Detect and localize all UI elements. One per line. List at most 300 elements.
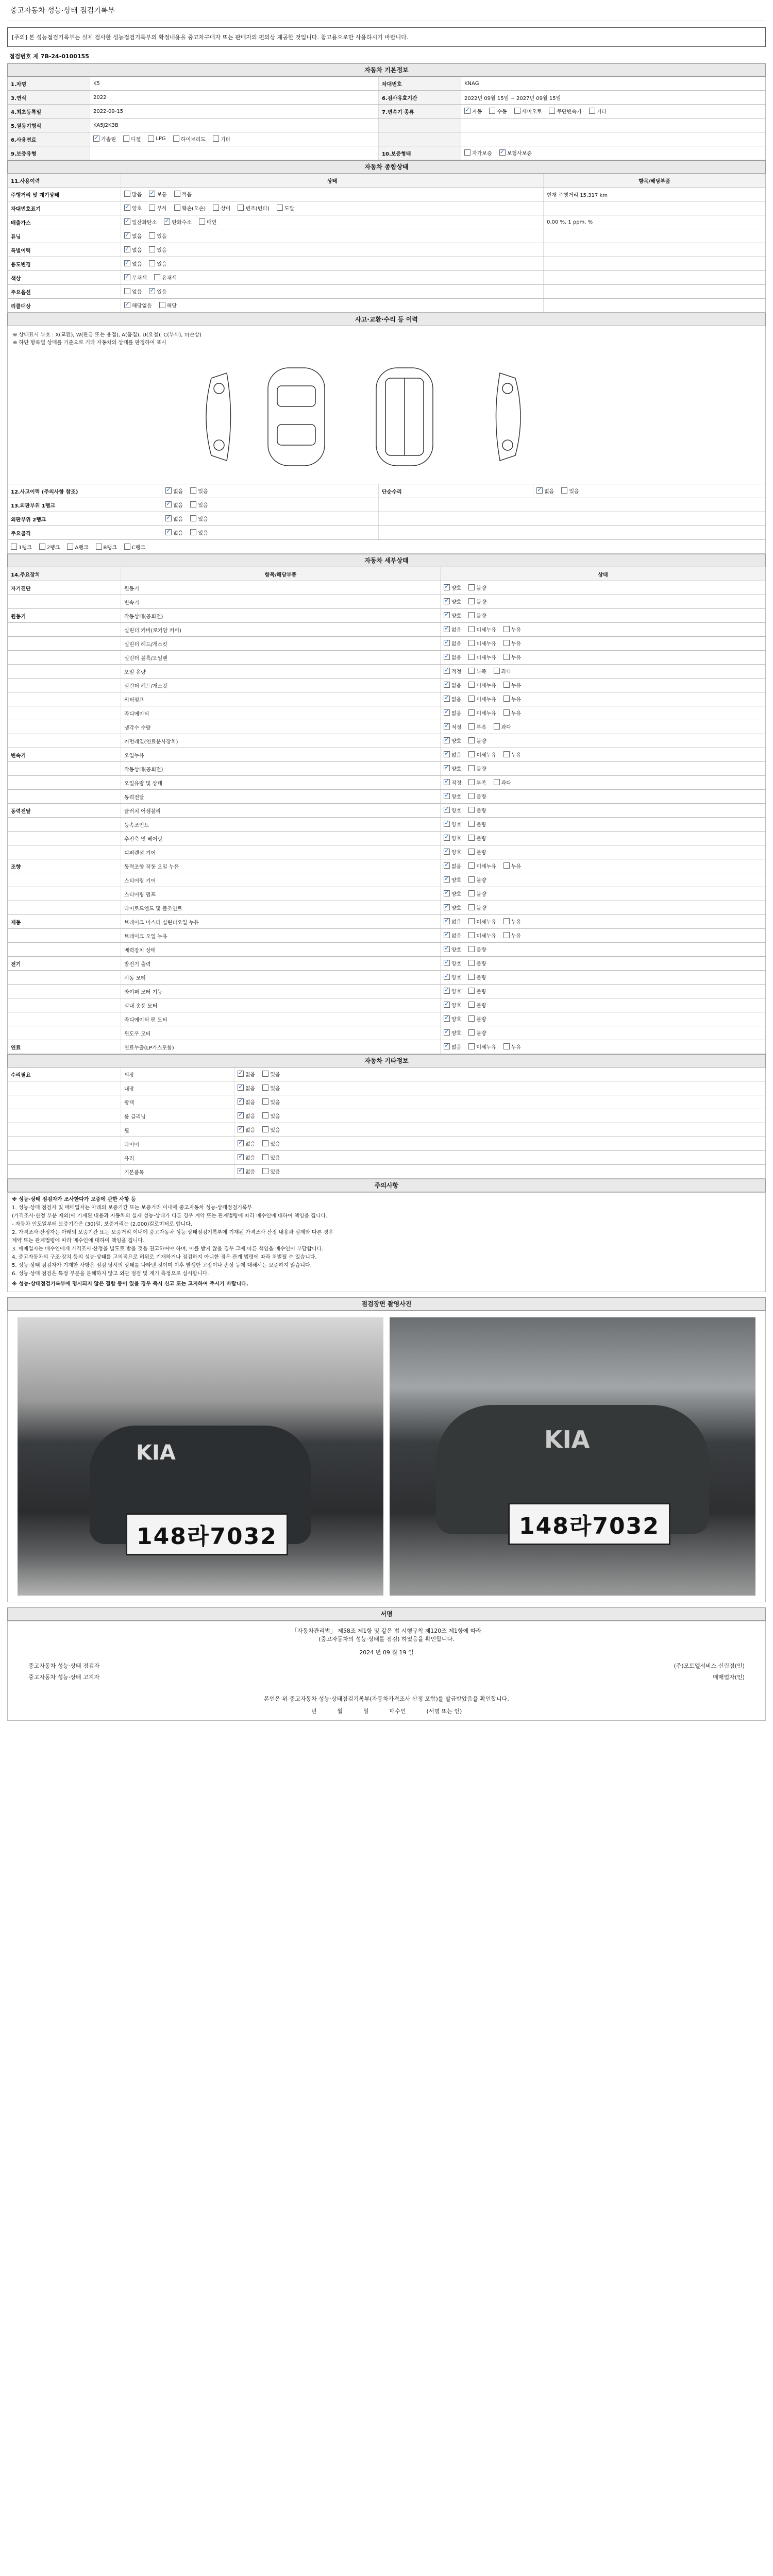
fuel-option[interactable] (173, 135, 206, 143)
checkbox-icon[interactable] (165, 529, 172, 535)
other-option[interactable] (262, 1098, 280, 1106)
checkbox-icon[interactable] (503, 696, 510, 702)
detail-option[interactable] (444, 681, 461, 689)
other-option[interactable] (238, 1098, 255, 1106)
checkbox-icon[interactable] (503, 862, 510, 869)
overall-option[interactable] (199, 218, 216, 226)
accident-option[interactable] (165, 501, 183, 509)
overall-option[interactable] (124, 232, 142, 240)
checkbox-icon[interactable] (164, 218, 170, 225)
detail-option[interactable] (444, 1015, 461, 1023)
detail-option[interactable] (444, 695, 461, 703)
checkbox-icon[interactable] (444, 751, 450, 757)
checkbox-icon[interactable] (444, 960, 450, 966)
checkbox-icon[interactable] (503, 932, 510, 938)
checkbox-icon[interactable] (444, 765, 450, 771)
accident-option[interactable] (165, 515, 183, 522)
overall-option[interactable] (159, 301, 177, 309)
checkbox-icon[interactable] (468, 932, 475, 938)
checkbox-icon[interactable] (444, 793, 450, 799)
detail-option[interactable] (503, 709, 521, 717)
checkbox-icon[interactable] (124, 205, 130, 211)
detail-option[interactable] (444, 987, 461, 995)
detail-option[interactable] (444, 1001, 461, 1009)
checkbox-icon[interactable] (444, 890, 450, 896)
checkbox-icon[interactable] (148, 135, 154, 142)
detail-option[interactable] (444, 973, 461, 981)
simple-repair-option[interactable] (561, 487, 579, 495)
detail-option[interactable] (444, 765, 461, 772)
detail-option[interactable] (468, 584, 486, 591)
detail-option[interactable] (444, 778, 461, 786)
transmission-option[interactable] (549, 107, 581, 115)
accident-option[interactable] (190, 515, 208, 522)
checkbox-icon[interactable] (464, 149, 470, 156)
detail-option[interactable] (468, 778, 486, 786)
checkbox-icon[interactable] (124, 288, 130, 294)
detail-option[interactable] (503, 862, 521, 870)
checkbox-icon[interactable] (468, 904, 475, 910)
checkbox-icon[interactable] (199, 218, 205, 225)
detail-option[interactable] (444, 862, 461, 870)
checkbox-icon[interactable] (514, 108, 520, 114)
detail-option[interactable] (468, 918, 496, 925)
checkbox-icon[interactable] (149, 260, 155, 266)
detail-option[interactable] (468, 737, 486, 744)
checkbox-icon[interactable] (238, 1154, 244, 1160)
detail-option[interactable] (468, 820, 486, 828)
detail-option[interactable] (444, 1029, 461, 1037)
checkbox-icon[interactable] (468, 626, 475, 632)
detail-option[interactable] (468, 890, 486, 897)
overall-option[interactable] (149, 287, 166, 295)
detail-option[interactable] (468, 639, 496, 647)
overall-option[interactable] (149, 232, 166, 240)
rank-option[interactable] (124, 543, 145, 551)
overall-option[interactable] (149, 246, 166, 253)
other-option[interactable] (262, 1167, 280, 1175)
checkbox-icon[interactable] (468, 849, 475, 855)
checkbox-icon[interactable] (444, 821, 450, 827)
transmission-option[interactable] (464, 107, 482, 115)
detail-option[interactable] (503, 653, 521, 661)
detail-option[interactable] (444, 639, 461, 647)
checkbox-icon[interactable] (468, 974, 475, 980)
checkbox-icon[interactable] (165, 487, 172, 494)
rank-option[interactable] (11, 543, 32, 551)
checkbox-icon[interactable] (468, 807, 475, 813)
detail-option[interactable] (468, 876, 486, 884)
other-option[interactable] (238, 1084, 255, 1092)
checkbox-icon[interactable] (124, 302, 130, 308)
checkbox-icon[interactable] (444, 1043, 450, 1049)
checkbox-icon[interactable] (489, 108, 495, 114)
detail-option[interactable] (503, 639, 521, 647)
checkbox-icon[interactable] (238, 1168, 244, 1174)
rank-option[interactable] (96, 543, 117, 551)
detail-option[interactable] (444, 806, 461, 814)
checkbox-icon[interactable] (213, 205, 219, 211)
detail-option[interactable] (444, 1043, 461, 1050)
detail-option[interactable] (494, 667, 511, 675)
checkbox-icon[interactable] (238, 205, 244, 211)
detail-option[interactable] (468, 862, 496, 870)
checkbox-icon[interactable] (444, 709, 450, 716)
checkbox-icon[interactable] (190, 529, 196, 535)
checkbox-icon[interactable] (536, 487, 543, 494)
overall-option[interactable] (149, 260, 166, 267)
accident-option[interactable] (190, 501, 208, 509)
checkbox-icon[interactable] (468, 988, 475, 994)
checkbox-icon[interactable] (238, 1084, 244, 1091)
detail-option[interactable] (468, 751, 496, 758)
checkbox-icon[interactable] (468, 835, 475, 841)
detail-option[interactable] (468, 792, 486, 800)
detail-option[interactable] (444, 709, 461, 717)
checkbox-icon[interactable] (503, 709, 510, 716)
overall-option[interactable] (124, 274, 147, 281)
checkbox-icon[interactable] (468, 709, 475, 716)
checkbox-icon[interactable] (154, 274, 160, 280)
detail-option[interactable] (444, 598, 461, 605)
checkbox-icon[interactable] (444, 904, 450, 910)
checkbox-icon[interactable] (262, 1084, 268, 1091)
checkbox-icon[interactable] (444, 849, 450, 855)
checkbox-icon[interactable] (444, 626, 450, 632)
fuel-option[interactable] (93, 135, 116, 143)
detail-option[interactable] (468, 1001, 486, 1009)
checkbox-icon[interactable] (468, 876, 475, 883)
checkbox-icon[interactable] (468, 612, 475, 618)
checkbox-icon[interactable] (468, 668, 475, 674)
checkbox-icon[interactable] (165, 515, 172, 521)
checkbox-icon[interactable] (262, 1168, 268, 1174)
transmission-option[interactable] (589, 107, 607, 115)
checkbox-icon[interactable] (468, 696, 475, 702)
checkbox-icon[interactable] (262, 1071, 268, 1077)
overall-option[interactable] (124, 301, 152, 309)
detail-option[interactable] (468, 598, 486, 605)
other-option[interactable] (262, 1112, 280, 1120)
checkbox-icon[interactable] (96, 544, 102, 550)
checkbox-icon[interactable] (173, 135, 179, 142)
checkbox-icon[interactable] (444, 723, 450, 730)
checkbox-icon[interactable] (494, 779, 500, 785)
detail-option[interactable] (503, 918, 521, 925)
checkbox-icon[interactable] (468, 821, 475, 827)
detail-option[interactable] (468, 987, 486, 995)
detail-option[interactable] (468, 723, 486, 731)
checkbox-icon[interactable] (468, 584, 475, 590)
detail-option[interactable] (468, 653, 496, 661)
detail-option[interactable] (444, 890, 461, 897)
checkbox-icon[interactable] (124, 274, 130, 280)
checkbox-icon[interactable] (149, 191, 155, 197)
checkbox-icon[interactable] (561, 487, 567, 494)
rank-option[interactable] (39, 543, 60, 551)
checkbox-icon[interactable] (468, 862, 475, 869)
checkbox-icon[interactable] (11, 544, 17, 550)
overall-option[interactable] (124, 204, 142, 212)
other-option[interactable] (262, 1154, 280, 1161)
transmission-option[interactable] (489, 107, 507, 115)
overall-option[interactable] (149, 204, 166, 212)
checkbox-icon[interactable] (444, 737, 450, 743)
transmission-option[interactable] (514, 107, 542, 115)
checkbox-icon[interactable] (464, 108, 470, 114)
other-option[interactable] (238, 1112, 255, 1120)
checkbox-icon[interactable] (549, 108, 555, 114)
checkbox-icon[interactable] (444, 1029, 450, 1036)
checkbox-icon[interactable] (174, 205, 180, 211)
checkbox-icon[interactable] (262, 1126, 268, 1132)
checkbox-icon[interactable] (468, 779, 475, 785)
checkbox-icon[interactable] (468, 793, 475, 799)
checkbox-icon[interactable] (444, 668, 450, 674)
rank-option[interactable] (67, 543, 88, 551)
overall-option[interactable] (277, 204, 294, 212)
checkbox-icon[interactable] (238, 1126, 244, 1132)
detail-option[interactable] (444, 751, 461, 758)
detail-option[interactable] (468, 1043, 496, 1050)
checkbox-icon[interactable] (468, 654, 475, 660)
detail-option[interactable] (444, 945, 461, 953)
overall-option[interactable] (124, 190, 142, 198)
fuel-option[interactable] (123, 135, 141, 143)
detail-option[interactable] (503, 751, 521, 758)
checkbox-icon[interactable] (159, 302, 165, 308)
detail-option[interactable] (468, 667, 486, 675)
checkbox-icon[interactable] (444, 932, 450, 938)
checkbox-icon[interactable] (468, 598, 475, 604)
detail-option[interactable] (468, 848, 486, 856)
detail-option[interactable] (468, 625, 496, 633)
checkbox-icon[interactable] (149, 246, 155, 252)
checkbox-icon[interactable] (444, 1015, 450, 1022)
detail-option[interactable] (494, 778, 511, 786)
checkbox-icon[interactable] (149, 232, 155, 239)
checkbox-icon[interactable] (238, 1140, 244, 1146)
simple-repair-option[interactable] (536, 487, 554, 495)
checkbox-icon[interactable] (262, 1154, 268, 1160)
checkbox-icon[interactable] (589, 108, 595, 114)
checkbox-icon[interactable] (444, 918, 450, 924)
other-option[interactable] (238, 1126, 255, 1133)
checkbox-icon[interactable] (124, 246, 130, 252)
warranty-option[interactable] (464, 149, 492, 157)
checkbox-icon[interactable] (124, 191, 130, 197)
detail-option[interactable] (503, 695, 521, 703)
detail-option[interactable] (444, 625, 461, 633)
detail-option[interactable] (503, 1043, 521, 1050)
checkbox-icon[interactable] (494, 723, 500, 730)
detail-option[interactable] (468, 973, 486, 981)
other-option[interactable] (238, 1140, 255, 1147)
detail-option[interactable] (444, 820, 461, 828)
detail-option[interactable] (468, 695, 496, 703)
other-option[interactable] (262, 1070, 280, 1078)
checkbox-icon[interactable] (468, 723, 475, 730)
detail-option[interactable] (503, 625, 521, 633)
checkbox-icon[interactable] (468, 960, 475, 966)
other-option[interactable] (238, 1154, 255, 1161)
overall-option[interactable] (154, 274, 177, 281)
checkbox-icon[interactable] (503, 640, 510, 646)
detail-option[interactable] (468, 959, 486, 967)
other-option[interactable] (262, 1084, 280, 1092)
checkbox-icon[interactable] (503, 626, 510, 632)
option-label: 양호 (451, 989, 462, 995)
accident-option[interactable] (190, 487, 208, 495)
checkbox-icon[interactable] (444, 598, 450, 604)
accident-option[interactable] (165, 529, 183, 536)
checkbox-icon[interactable] (468, 890, 475, 896)
detail-option[interactable] (468, 931, 496, 939)
detail-option[interactable] (444, 667, 461, 675)
checkbox-icon[interactable] (468, 751, 475, 757)
detail-option[interactable] (494, 723, 511, 731)
checkbox-icon[interactable] (123, 135, 129, 142)
detail-option[interactable] (444, 904, 461, 911)
checkbox-icon[interactable] (262, 1098, 268, 1105)
detail-option[interactable] (444, 848, 461, 856)
detail-option[interactable] (468, 681, 496, 689)
accident-option[interactable] (190, 529, 208, 536)
checkbox-icon[interactable] (124, 544, 130, 550)
overall-option[interactable] (124, 260, 142, 267)
other-option[interactable] (238, 1167, 255, 1175)
detail-option[interactable] (468, 945, 486, 953)
detail-option[interactable] (444, 834, 461, 842)
checkbox-icon[interactable] (503, 654, 510, 660)
checkbox-icon[interactable] (165, 501, 172, 507)
checkbox-icon[interactable] (468, 1043, 475, 1049)
overall-option[interactable] (149, 190, 166, 198)
overall-option[interactable] (164, 218, 192, 226)
checkbox-icon[interactable] (503, 1043, 510, 1049)
checkbox-icon[interactable] (468, 640, 475, 646)
detail-option[interactable] (444, 931, 461, 939)
detail-option[interactable] (444, 959, 461, 967)
checkbox-icon[interactable] (468, 918, 475, 924)
checkbox-icon[interactable] (444, 876, 450, 883)
detail-option[interactable] (444, 876, 461, 884)
checkbox-icon[interactable] (444, 584, 450, 590)
checkbox-icon[interactable] (67, 544, 73, 550)
detail-option[interactable] (444, 584, 461, 591)
detail-option[interactable] (468, 1015, 486, 1023)
detail-option[interactable] (468, 1029, 486, 1037)
checkbox-icon[interactable] (468, 946, 475, 952)
checkbox-icon[interactable] (124, 218, 130, 225)
checkbox-icon[interactable] (468, 1002, 475, 1008)
overall-option[interactable] (124, 287, 142, 295)
checkbox-icon[interactable] (503, 918, 510, 924)
detail-option[interactable] (468, 765, 486, 772)
checkbox-icon[interactable] (262, 1140, 268, 1146)
detail-option[interactable] (444, 792, 461, 800)
checkbox-icon[interactable] (503, 682, 510, 688)
checkbox-icon[interactable] (174, 191, 180, 197)
overall-option[interactable] (213, 204, 230, 212)
detail-option[interactable] (503, 681, 521, 689)
checkbox-icon[interactable] (190, 487, 196, 494)
other-option[interactable] (262, 1126, 280, 1133)
checkbox-icon[interactable] (238, 1071, 244, 1077)
checkbox-icon[interactable] (468, 682, 475, 688)
checkbox-icon[interactable] (93, 135, 99, 142)
checkbox-icon[interactable] (124, 260, 130, 266)
checkbox-icon[interactable] (39, 544, 45, 550)
checkbox-icon[interactable] (468, 1015, 475, 1022)
checkbox-icon[interactable] (468, 1029, 475, 1036)
checkbox-icon[interactable] (124, 232, 130, 239)
fuel-option[interactable] (148, 135, 165, 142)
overall-option[interactable] (174, 204, 206, 212)
checkbox-icon[interactable] (468, 765, 475, 771)
detail-option[interactable] (468, 904, 486, 911)
checkbox-icon[interactable] (444, 835, 450, 841)
checkbox-icon[interactable] (444, 862, 450, 869)
detail-option[interactable] (444, 737, 461, 744)
checkbox-icon[interactable] (213, 135, 219, 142)
detail-option[interactable] (444, 723, 461, 731)
checkbox-icon[interactable] (444, 696, 450, 702)
checkbox-icon[interactable] (499, 149, 506, 156)
checkbox-icon[interactable] (190, 501, 196, 507)
checkbox-icon[interactable] (444, 612, 450, 618)
detail-option[interactable] (468, 834, 486, 842)
checkbox-icon[interactable] (238, 1098, 244, 1105)
overall-option[interactable] (124, 246, 142, 253)
overall-option[interactable] (174, 190, 192, 198)
checkbox-icon[interactable] (190, 515, 196, 521)
detail-option[interactable] (468, 709, 496, 717)
checkbox-icon[interactable] (444, 779, 450, 785)
warranty-option[interactable] (499, 149, 532, 157)
checkbox-icon[interactable] (494, 668, 500, 674)
checkbox-icon[interactable] (277, 205, 283, 211)
checkbox-icon[interactable] (444, 640, 450, 646)
checkbox-icon[interactable] (444, 988, 450, 994)
fuel-option[interactable] (213, 135, 230, 143)
checkbox-icon[interactable] (503, 751, 510, 757)
detail-option[interactable] (468, 806, 486, 814)
checkbox-icon[interactable] (444, 946, 450, 952)
checkbox-icon[interactable] (444, 1002, 450, 1008)
accident-option[interactable] (165, 487, 183, 495)
detail-option[interactable] (444, 653, 461, 661)
checkbox-icon[interactable] (149, 205, 155, 211)
checkbox-icon[interactable] (262, 1112, 268, 1118)
detail-option[interactable] (444, 918, 461, 925)
detail-option[interactable] (503, 931, 521, 939)
checkbox-icon[interactable] (444, 974, 450, 980)
other-option[interactable] (262, 1140, 280, 1147)
overall-option[interactable] (124, 218, 157, 226)
other-option[interactable] (238, 1070, 255, 1078)
checkbox-icon[interactable] (444, 682, 450, 688)
checkbox-icon[interactable] (149, 288, 155, 294)
receiver-sign-field[interactable]: (서명 또는 인) (426, 1708, 462, 1715)
detail-option[interactable] (468, 612, 486, 619)
detail-option[interactable] (444, 612, 461, 619)
checkbox-icon[interactable] (238, 1112, 244, 1118)
checkbox-icon[interactable] (468, 737, 475, 743)
overall-option[interactable] (238, 204, 269, 212)
checkbox-icon[interactable] (444, 654, 450, 660)
checkbox-icon[interactable] (444, 807, 450, 813)
